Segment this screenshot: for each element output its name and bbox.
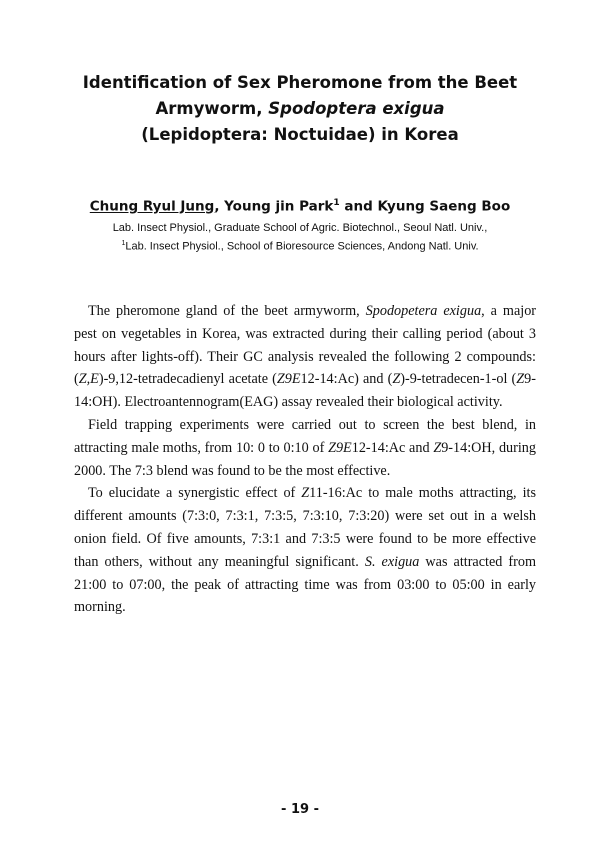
species-name: Spodopetera exigua xyxy=(365,303,482,319)
isomer-italic: Z xyxy=(301,485,310,502)
isomer-italic: Z9E xyxy=(328,439,352,456)
affiliation-1: Lab. Insect Physiol., Graduate School of Agric. Biotechnol., Seoul Natl. Univ., xyxy=(112,222,488,234)
affiliation-2-marker: 1 xyxy=(121,240,126,247)
text-run: 12-14:Ac) and ( xyxy=(300,371,393,388)
text-run: Field trapping experiments were carried out to screen the best blend, in attracting male moths, from 10: 0 to 0:10 of xyxy=(74,416,536,456)
text-run: )-9,12-tetradecadienyl acetate ( xyxy=(98,371,277,388)
isomer-italic: Z,E xyxy=(78,371,99,388)
title-species: Spodoptera exigua xyxy=(268,99,445,118)
page-number: - 19 - xyxy=(281,802,319,817)
abstract-paragraph-1 xyxy=(74,300,536,414)
author-2: , Young jin Park xyxy=(214,198,334,215)
abstract xyxy=(74,300,536,619)
author-3: and Kyung Saeng Boo xyxy=(339,198,511,215)
author-1: Chung Ryul Jung xyxy=(89,198,215,215)
text-run: To elucidate a synergistic effect of xyxy=(88,485,302,502)
text-run: 9-14:OH, during 2000. The 7:3 blend was found to be the most effective. xyxy=(74,439,536,479)
title-line-1: Identification of Sex Pheromone from the Beet xyxy=(82,73,518,92)
isomer-italic: Z xyxy=(516,371,525,388)
paper-title xyxy=(40,70,560,148)
text-run: , a major pest on vegetables in Korea, was extracted during their calling period (about 3 hours after lights-off). Their GC analysis revealed the following 2 compounds: ( xyxy=(74,303,537,388)
isomer-italic: Z9E xyxy=(276,371,301,388)
text-run: was attracted from 21:00 to 07:00, the peak of attracting time was from 03:00 to 05:00 in early morning. xyxy=(74,553,536,616)
title-text: Armyworm, xyxy=(155,99,269,118)
title-line-3: (Lepidoptera: Noctuidae) in Korea xyxy=(141,125,459,144)
text-run: 11-16:Ac to male moths attracting, its different amounts (7:3:0, 7:3:1, 7:3:5, 7:3:10, 7:3:20) were set out in a welsh onion field. Of five amounts, 7:3:1 and 7:3:5 were found to be more effective than others, without any meaningful significant. xyxy=(74,485,537,570)
affiliation-2-text: Lab. Insect Physiol., School of Bioresource Sciences, Andong Natl. Univ. xyxy=(125,240,479,253)
author-list xyxy=(40,198,560,215)
abstract-paragraph-2 xyxy=(74,414,536,482)
abstract-paragraph-3 xyxy=(74,482,536,619)
title-line-2 xyxy=(40,96,560,122)
species-name: S. exigua xyxy=(364,553,420,570)
text-run: The pheromone gland of the beet armyworm, xyxy=(88,303,366,319)
text-run: )-9-tetradecen-1-ol ( xyxy=(400,371,517,388)
text-run: 9-14:OH). Electroantennogram(EAG) assay revealed their biological activity. xyxy=(74,371,536,411)
affiliation-2 xyxy=(40,240,560,253)
isomer-italic: Z xyxy=(392,371,401,388)
isomer-italic: Z xyxy=(433,439,442,456)
affiliation-marker: 1 xyxy=(333,198,340,208)
text-run: 12-14:Ac and xyxy=(351,439,434,456)
